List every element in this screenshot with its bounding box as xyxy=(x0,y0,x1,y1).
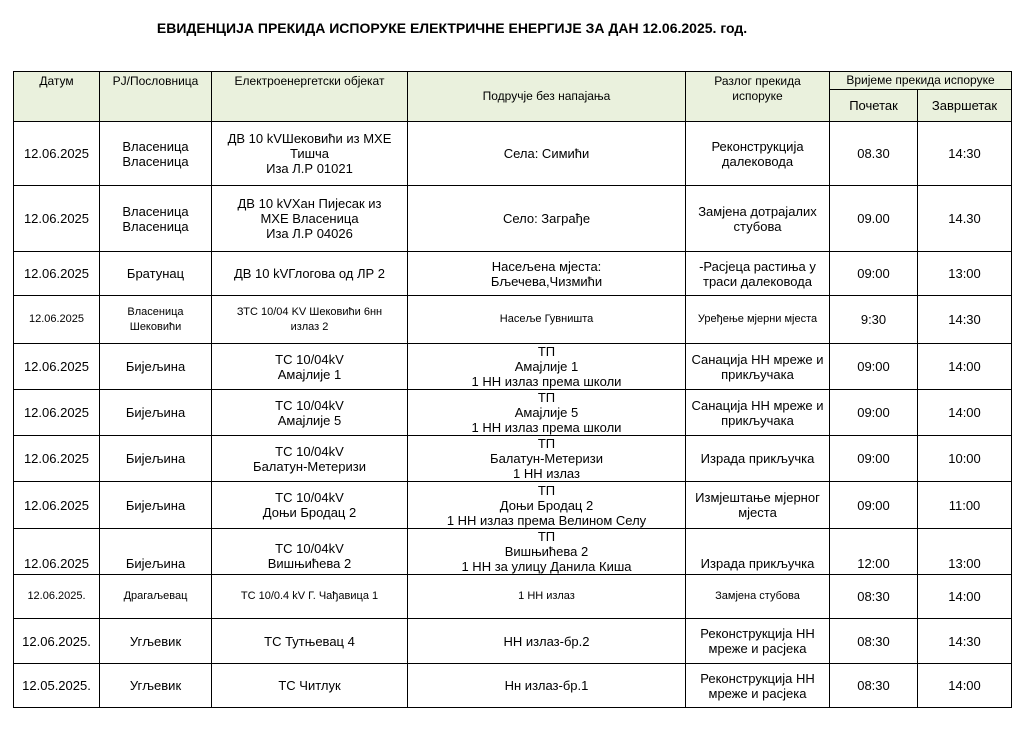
header-reason-line: Разлог прекида xyxy=(714,74,801,88)
cell-unit-line: Угљевик xyxy=(129,678,182,693)
table-row xyxy=(14,575,1012,619)
cell-reason-line: Замјена стубова xyxy=(715,590,800,602)
cell-area-line: Насеље Гувништа xyxy=(499,313,594,325)
cell-area-line: Амајлије 1 xyxy=(514,359,579,374)
cell-date: 12.06.2025. xyxy=(14,575,100,619)
cell-object xyxy=(212,664,408,708)
header-time: Вријеме прекида испоруке xyxy=(830,72,1012,90)
cell-unit-line: Власеница xyxy=(122,203,189,219)
cell-unit xyxy=(100,482,212,529)
cell-reason xyxy=(686,436,830,482)
cell-object xyxy=(212,122,408,186)
cell-unit-line: Бијељина xyxy=(125,556,186,571)
cell-area xyxy=(408,664,686,708)
cell-date: 12.06.2025 xyxy=(14,529,100,575)
cell-reason xyxy=(686,296,830,344)
cell-reason xyxy=(686,390,830,436)
cell-unit-line: Бијељина xyxy=(125,451,186,466)
cell-unit xyxy=(100,252,212,296)
cell-reason-line: стубова xyxy=(733,218,782,234)
cell-unit-line: Угљевик xyxy=(129,633,182,649)
cell-unit xyxy=(100,122,212,186)
cell-area-line: ТП xyxy=(537,436,556,451)
cell-area xyxy=(408,344,686,390)
cell-unit-line: Бијељина xyxy=(125,359,186,374)
cell-unit-line: Шековићи xyxy=(129,320,182,333)
cell-date: 12.06.2025 xyxy=(14,252,100,296)
cell-object-line: Доњи Бродац 2 xyxy=(262,505,357,520)
cell-end: 13:00 xyxy=(918,252,1012,296)
cell-reason-line: далековода xyxy=(721,153,794,169)
cell-unit xyxy=(100,664,212,708)
cell-reason-line: траси далековода xyxy=(702,273,812,289)
cell-area xyxy=(408,186,686,252)
header-reason xyxy=(686,72,830,122)
cell-reason xyxy=(686,619,830,664)
cell-unit-line: Драгаљевац xyxy=(123,590,188,602)
cell-end: 14:00 xyxy=(918,664,1012,708)
cell-object-line: Амајлије 1 xyxy=(277,366,342,382)
cell-unit xyxy=(100,436,212,482)
cell-unit xyxy=(100,344,212,390)
cell-area-line: Села: Симићи xyxy=(503,146,590,161)
cell-object-line: Амајлије 5 xyxy=(277,412,342,428)
cell-area xyxy=(408,122,686,186)
cell-date: 12.06.2025 xyxy=(14,482,100,529)
cell-end: 14:00 xyxy=(918,575,1012,619)
cell-area xyxy=(408,436,686,482)
cell-date: 12.06.2025 xyxy=(14,344,100,390)
cell-area-line: 1 НН излаз xyxy=(518,590,575,602)
cell-end: 11:00 xyxy=(918,482,1012,529)
cell-start: 08:30 xyxy=(830,664,918,708)
cell-object-line: ДВ 10 kVХан Пијесак из xyxy=(237,196,382,211)
cell-area-line: Село: Заграђе xyxy=(502,211,591,226)
cell-object-line: Вишњићева 2 xyxy=(267,556,352,571)
table-row xyxy=(14,436,1012,482)
cell-end: 13:00 xyxy=(918,529,1012,575)
table-body xyxy=(14,122,1012,708)
cell-area-line: Вишњићева 2 xyxy=(504,544,589,559)
cell-unit-line: Бијељина xyxy=(125,405,186,420)
cell-end: 14:30 xyxy=(918,619,1012,664)
cell-end: 14:30 xyxy=(918,296,1012,344)
cell-start: 9:30 xyxy=(830,296,918,344)
header-start: Почетак xyxy=(830,90,918,122)
header-end: Завршетак xyxy=(918,90,1012,122)
cell-area-line: ТП xyxy=(537,529,556,544)
cell-start: 09:00 xyxy=(830,252,918,296)
cell-object-line: Тишча xyxy=(289,146,330,161)
cell-reason-line: прикључака xyxy=(721,412,794,428)
cell-reason-line: Реконструкција xyxy=(711,138,804,154)
cell-start: 09:00 xyxy=(830,482,918,529)
cell-reason-line: Уређење мјерни мјеста xyxy=(697,313,818,325)
cell-object-line: ТС 10/04kV xyxy=(275,490,344,505)
cell-object-line: МХЕ Власеница xyxy=(260,211,359,226)
cell-area-line: Доњи Бродац 2 xyxy=(499,497,594,513)
cell-reason xyxy=(686,529,830,575)
cell-area-line: 1 НН излаз према школи xyxy=(471,420,622,435)
cell-object-line: Балатун-Метеризи xyxy=(253,458,366,474)
cell-area-line: Нн излаз-бр.1 xyxy=(504,678,589,693)
cell-date: 12.05.2025. xyxy=(14,664,100,708)
cell-reason-line: мјеста xyxy=(738,505,777,520)
cell-area-line: Бљечева,Чизмићи xyxy=(490,273,603,289)
cell-reason-line: Реконструкција НН xyxy=(700,626,815,641)
table-row xyxy=(14,122,1012,186)
cell-area xyxy=(408,482,686,529)
cell-date: 12.06.2025 xyxy=(14,390,100,436)
cell-unit-line: Власеница xyxy=(122,138,189,154)
cell-start: 09:00 xyxy=(830,390,918,436)
cell-date: 12.06.2025 xyxy=(14,436,100,482)
cell-date: 12.06.2025 xyxy=(14,296,100,344)
cell-area-line: ТП xyxy=(537,390,556,405)
cell-reason-line: -Расјеца растиња у xyxy=(699,258,816,274)
cell-unit xyxy=(100,186,212,252)
header-reason-line: испоруке xyxy=(732,89,783,103)
cell-end: 14:30 xyxy=(918,122,1012,186)
cell-start: 12:00 xyxy=(830,529,918,575)
cell-object xyxy=(212,529,408,575)
cell-object-line: Иза Л.Р 04026 xyxy=(266,226,353,241)
cell-reason-line: Израда прикључка xyxy=(700,556,815,571)
header-object: Електроенергетски објекат xyxy=(212,72,408,122)
cell-reason xyxy=(686,186,830,252)
cell-object-line: ТС 10/0.4 kV Г. Чађавица 1 xyxy=(240,590,379,602)
header-area: Подручје без напајања xyxy=(408,72,686,122)
header-unit: РЈ/Пословница xyxy=(100,72,212,122)
cell-object xyxy=(212,344,408,390)
cell-start: 09:00 xyxy=(830,436,918,482)
cell-object-line: ТС 10/04kV xyxy=(275,541,344,556)
cell-object xyxy=(212,296,408,344)
cell-reason-line: Измјештање мјерног xyxy=(695,490,820,505)
cell-reason xyxy=(686,252,830,296)
cell-object-line: ТС Читлук xyxy=(278,678,341,693)
cell-area xyxy=(408,252,686,296)
cell-object xyxy=(212,186,408,252)
cell-reason-line: Санација НН мреже и xyxy=(691,351,824,367)
cell-area xyxy=(408,575,686,619)
cell-area-line: Насељена мјеста: xyxy=(491,258,602,274)
cell-area xyxy=(408,390,686,436)
cell-reason-line: Израда прикључка xyxy=(700,451,815,466)
cell-reason-line: мреже и расјека xyxy=(708,685,807,701)
cell-unit-line: Власеница xyxy=(122,218,189,234)
cell-reason-line: прикључака xyxy=(721,366,794,382)
cell-date: 12.06.2025 xyxy=(14,122,100,186)
cell-object xyxy=(212,390,408,436)
outage-table xyxy=(13,71,1012,708)
cell-unit xyxy=(100,390,212,436)
cell-object-line: излаз 2 xyxy=(290,320,329,333)
cell-start: 09:00 xyxy=(830,344,918,390)
cell-reason xyxy=(686,575,830,619)
table-row xyxy=(14,390,1012,436)
cell-unit xyxy=(100,575,212,619)
table-row xyxy=(14,529,1012,575)
cell-date: 12.06.2025. xyxy=(14,619,100,664)
table-row xyxy=(14,344,1012,390)
cell-reason xyxy=(686,482,830,529)
cell-area-line: 1 НН излаз према Велином Селу xyxy=(446,512,647,528)
cell-area-line: Амајлије 5 xyxy=(514,405,579,420)
table-row xyxy=(14,619,1012,664)
cell-reason xyxy=(686,122,830,186)
table-row xyxy=(14,296,1012,344)
cell-object-line: ТС 10/04kV xyxy=(275,397,344,413)
cell-unit xyxy=(100,619,212,664)
cell-end: 10:00 xyxy=(918,436,1012,482)
cell-object-line: ТС 10/04kV xyxy=(275,351,344,367)
page-title: ЕВИДЕНЦИЈА ПРЕКИДА ИСПОРУКЕ ЕЛЕКТРИЧНЕ ЕНЕРГИЈЕ ЗА ДАН 12.06.2025. год. xyxy=(156,20,748,36)
cell-object-line: ТС Тутњевац 4 xyxy=(264,633,355,649)
cell-unit xyxy=(100,529,212,575)
cell-object-line: ДВ 10 kVШековићи из МХЕ xyxy=(227,131,392,146)
cell-end: 14:00 xyxy=(918,344,1012,390)
cell-start: 09.00 xyxy=(830,186,918,252)
cell-object xyxy=(212,252,408,296)
cell-object-line: ЗТС 10/04 KV Шековићи 6нн xyxy=(236,305,383,318)
cell-object-line: Иза Л.Р 01021 xyxy=(266,161,353,176)
cell-reason-line: мреже и расјека xyxy=(708,641,807,656)
cell-unit xyxy=(100,296,212,344)
cell-unit-line: Бијељина xyxy=(125,497,186,513)
cell-area-line: 1 НН за улицу Данила Киша xyxy=(461,559,632,574)
cell-reason-line: Реконструкција НН xyxy=(700,670,815,686)
table-row xyxy=(14,664,1012,708)
cell-area xyxy=(408,619,686,664)
cell-object xyxy=(212,482,408,529)
cell-object-line: ДВ 10 kVГлогова од ЛР 2 xyxy=(233,266,386,281)
cell-unit-line: Власеница xyxy=(122,153,189,169)
cell-area xyxy=(408,296,686,344)
cell-start: 08.30 xyxy=(830,122,918,186)
cell-reason-line: Санација НН мреже и xyxy=(691,397,824,413)
cell-object xyxy=(212,619,408,664)
cell-area-line: ТП xyxy=(537,482,556,498)
cell-reason xyxy=(686,664,830,708)
cell-unit-line: Братунац xyxy=(126,266,185,281)
cell-area-line: НН излаз-бр.2 xyxy=(503,633,590,649)
cell-end: 14:00 xyxy=(918,390,1012,436)
cell-end: 14.30 xyxy=(918,186,1012,252)
cell-start: 08:30 xyxy=(830,575,918,619)
cell-reason xyxy=(686,344,830,390)
cell-reason-line: Замјена дотрајалих xyxy=(698,203,817,219)
cell-unit-line: Власеница xyxy=(127,305,184,318)
cell-date: 12.06.2025 xyxy=(14,186,100,252)
table-row xyxy=(14,186,1012,252)
cell-area-line: 1 НН излаз према школи xyxy=(471,374,622,389)
table-row xyxy=(14,252,1012,296)
header-date: Датум xyxy=(14,72,100,122)
cell-area-line: Балатун-Метеризи xyxy=(490,451,603,466)
cell-object xyxy=(212,436,408,482)
cell-object xyxy=(212,575,408,619)
table-row xyxy=(14,482,1012,529)
cell-object-line: ТС 10/04kV xyxy=(275,443,344,459)
cell-start: 08:30 xyxy=(830,619,918,664)
cell-area-line: 1 НН излаз xyxy=(513,466,580,481)
cell-area xyxy=(408,529,686,575)
cell-area-line: ТП xyxy=(537,344,556,359)
